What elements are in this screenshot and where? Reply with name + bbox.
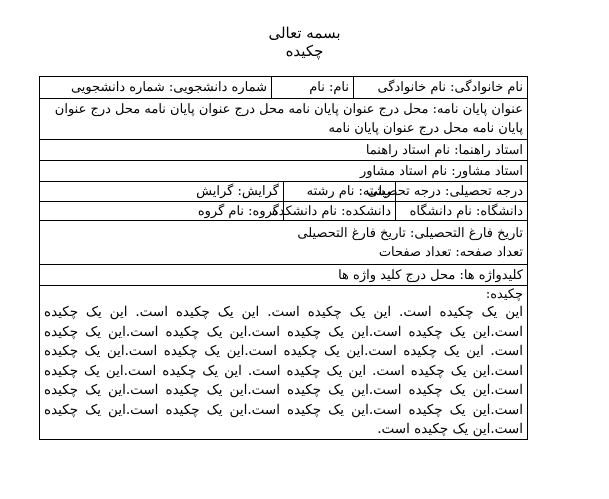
supervisor-row: استاد راهنما: نام استاد راهنما bbox=[40, 140, 527, 161]
name-row bbox=[40, 77, 527, 99]
family-name-cell: نام خانوادگی: نام خانوادگی bbox=[353, 77, 527, 98]
group-cell: گروه: نام گروه bbox=[197, 204, 279, 219]
first-name-cell: نام: نام bbox=[271, 77, 353, 98]
thesis-title-row: عنوان پایان نامه: محل درج عنوان پایان نامه محل درج عنوان پایان نامه محل درج عنوان پایان نامه محل درج عنوان پایان نامه bbox=[40, 99, 527, 140]
graduation-date: تاریخ فارغ التحصیلی: تاریخ فارغ التحصیلی bbox=[297, 226, 523, 241]
abstract-text: این یک چکیده است. این یک چکیده است. این یک چکیده است. این یک چکیده است.این یک چکیده است.این یک چکیده است.این یک چکیده است.این یک چکیده است. این یک چکیده است.این یک چکیده است.این یک چکیده است.این یک چکیده است.این یک چکیده است. این یک چکیده است. این یک چکیده است.این یک چکیده است.این یک چکیده است.این یک چکیده است.این یک چکیده است.این یک چکیده است.این یک چکیده است.این یک چکیده است.این یک چکیده است.این یک چکیده است.این یک چکیده است. bbox=[44, 304, 523, 437]
degree-cell: درجه تحصیلی: درجه تحصیلی bbox=[395, 182, 527, 201]
orientation-cell: گرایش: گرایش bbox=[196, 184, 279, 199]
date-pages-row bbox=[40, 221, 527, 265]
abstract-section bbox=[40, 286, 527, 439]
faculty-cell: دانشکده: نام دانشکده bbox=[283, 202, 395, 220]
advisor-row: استاد مشاور: نام استاد مشاور bbox=[40, 161, 527, 182]
keywords-row: کلیدواژه ها: محل درج کلید واژه ها bbox=[40, 265, 527, 286]
university-cell: دانشگاه: نام دانشگاه bbox=[395, 202, 527, 220]
thesis-info-form bbox=[39, 76, 528, 440]
abstract-label: چکیده: bbox=[485, 287, 523, 302]
page-count: تعداد صفحه: تعداد صفحات bbox=[378, 245, 523, 260]
student-number-cell: شماره دانشجویی: شماره دانشجویی bbox=[70, 80, 267, 95]
abstract-heading: چکیده bbox=[285, 42, 324, 60]
basmala-heading: بسمه تعالی bbox=[268, 24, 341, 42]
degree-row bbox=[40, 182, 527, 202]
field-cell: رشته: نام رشته bbox=[283, 182, 395, 201]
university-row bbox=[40, 202, 527, 221]
